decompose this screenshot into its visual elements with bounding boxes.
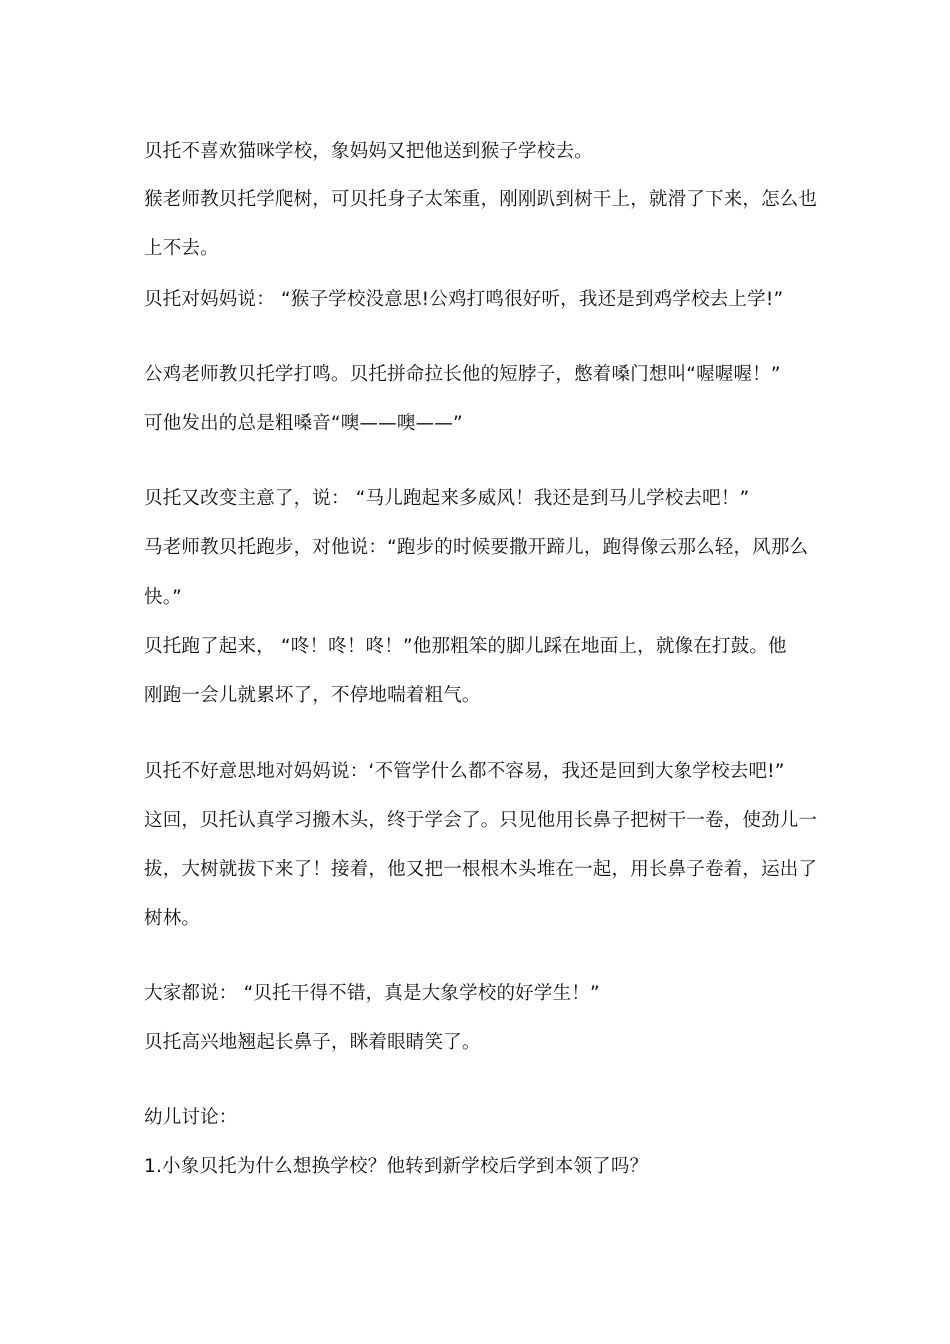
text-line: 上不去。 [144, 238, 219, 259]
text-line: 树林。 [144, 908, 201, 929]
text-line: 贝托跑了起来， “咚！咚！咚！”他那粗笨的脚儿踩在地面上，就像在打鼓。他 [144, 636, 787, 657]
text-line: 贝托不好意思地对妈妈说：‘不管学什么都不容易，我还是回到大象学校去吧!” [144, 761, 785, 782]
text-line: 贝托对妈妈说： “猴子学校没意思!公鸡打鸣很好听，我还是到鸡学校去上学!” [144, 289, 784, 310]
text-line: 幼儿讨论： [144, 1107, 238, 1128]
text-line: 可他发出的总是粗嗓音“噢——噢——” [144, 413, 463, 434]
text-line: 贝托又改变主意了，说： “马儿跑起来多威风！我还是到马儿学校去吧！” [144, 488, 750, 509]
text-line: 公鸡老师教贝托学打鸣。贝托拼命拉长他的短脖子，憋着嗓门想叫“喔喔喔！” [144, 364, 781, 385]
text-line: 这回，贝托认真学习搬木头，终于学会了。只见他用长鼻子把树干一卷，使劲儿一 [144, 810, 818, 831]
text-line: 猴老师教贝托学爬树，可贝托身子太笨重，刚刚趴到树干上，就滑了下来，怎么也 [144, 189, 818, 210]
text-line: 拔，大树就拔下来了！接着，他又把一根根木头堆在一起，用长鼻子卷着，运出了 [144, 859, 818, 880]
text-line: 马老师教贝托跑步，对他说：“跑步的时候要撒开蹄儿，跑得像云那么轻，风那么 [144, 537, 809, 558]
text-line: 1.小象贝托为什么想换学校？他转到新学校后学到本领了吗？ [144, 1156, 649, 1177]
text-line: 大家都说： “贝托干得不错，真是大象学校的好学生！” [144, 983, 600, 1004]
text-line: 贝托高兴地翘起长鼻子，眯着眼睛笑了。 [144, 1032, 481, 1053]
text-line: 快。” [144, 587, 182, 608]
text-line: 刚跑一会儿就累坏了，不停地喘着粗气。 [144, 685, 481, 706]
text-line: 贝托不喜欢猫咪学校，象妈妈又把他送到猴子学校去。 [144, 141, 593, 162]
